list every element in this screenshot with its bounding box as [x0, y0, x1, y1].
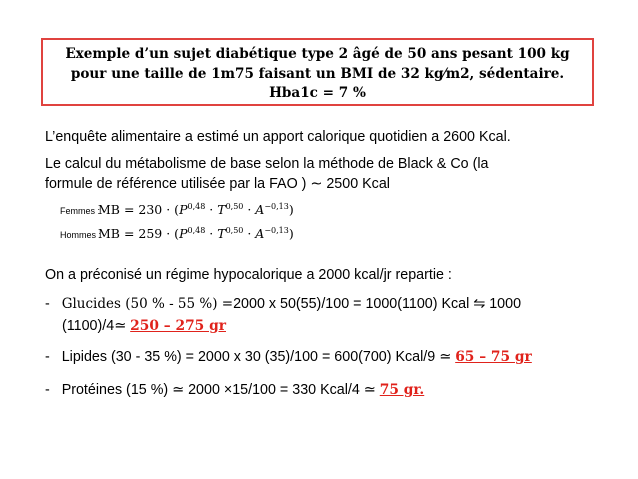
lipides-result: 65 – 75 gr [455, 349, 532, 365]
list-item-glucides: - Glucides (50 % - 55 %) =2000 x 50(55)/100 = 1000(1100) Kcal ⇋ 1000 [45, 296, 522, 312]
list-item-lipides: - Lipides (30 - 35 %) = 2000 x 30 (35)/100 = 600(700) Kcal/9 ≃ 65 – 75 gr [45, 349, 532, 365]
list-item-proteines: - Protéines (15 %) ≃ 2000 ×15/100 = 330 Kcal/4 ≃ 75 gr. [45, 382, 425, 398]
proteines-result: 75 gr. [379, 382, 425, 398]
formula-women-label: Femmes : [60, 206, 101, 217]
summary-line-1: Exemple d’un sujet diabétique type 2 âgé de 50 ans pesant 100 kg [65, 46, 570, 62]
paragraph-bmr-line-1: Le calcul du métabolisme de base selon la méthode de Black & Co (la [45, 156, 489, 172]
paragraph-intake: L’enquête alimentaire a estimé un apport calorique quotidien a 2600 Kcal. [45, 129, 511, 145]
paragraph-bmr-line-2: formule de référence utilisée par la FAO ) ∼ 2500 Kcal [45, 176, 390, 192]
list-item-glucides-cont: (1100)/4≃ 250 – 275 gr [62, 318, 226, 334]
formula-men: Hommes : MB = $259 \cdot (P^{0,48} \cdot T^{0,50} \cdot A^{-0,13})$ [60, 226, 294, 242]
summary-line-2: pour une taille de 1m75 faisant un BMI de 32 kg⁄m2, sédentaire. [70, 65, 565, 82]
formula-women: Femmes : MB = $230 \cdot (P^{0,48} \cdot T^{0,50} \cdot A^{-0,13})$ [60, 202, 294, 218]
glucides-result: 250 – 275 gr [130, 318, 226, 334]
summary-line-3: Hba1c = 7 % [269, 85, 366, 101]
summary-box [41, 38, 594, 106]
paragraph-regime: On a préconisé un régime hypocalorique a 2000 kcal/jr repartie : [45, 267, 452, 283]
formula-men-label: Hommes : [60, 230, 102, 241]
